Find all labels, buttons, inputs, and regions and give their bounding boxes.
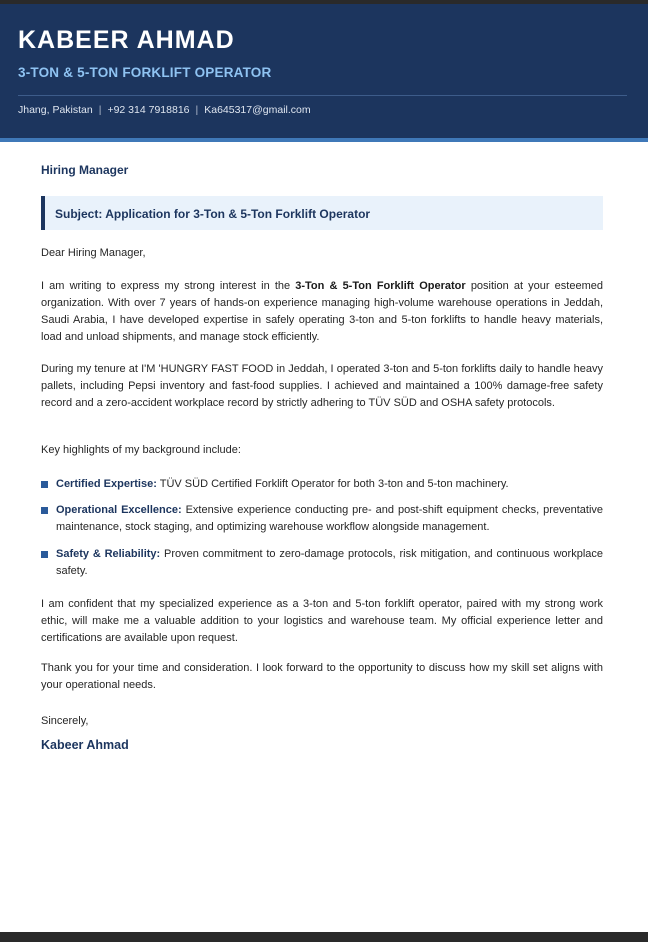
contact-separator: | [195, 104, 199, 116]
highlight-title: Safety & Reliability: [56, 548, 161, 560]
applicant-role: 3-TON & 5-TON FORKLIFT OPERATOR [18, 65, 272, 80]
recipient-line: Hiring Manager [41, 163, 129, 177]
paragraph-closing: Thank you for your time and consideration. I look forward to the opportunity to discuss how my skill set aligns with your operational needs. [41, 662, 603, 691]
paragraph-intro-position: 3-Ton & 5-Ton Forklift Operator [295, 280, 466, 292]
highlight-title: Operational Excellence: [56, 504, 182, 516]
square-bullet-icon [41, 507, 48, 514]
highlight-title: Certified Expertise: [56, 478, 157, 490]
highlight-detail: TÜV SÜD Certified Forklift Operator for both 3-ton and 5-ton machinery. [156, 478, 509, 490]
highlight-text [56, 476, 603, 493]
bottom-dark-strip [0, 932, 648, 942]
highlight-text [56, 546, 603, 580]
signoff: Sincerely, [41, 715, 89, 727]
subject-line: Subject: Application for 3-Ton & 5-Ton Forklift Operator [55, 207, 371, 221]
highlights-intro: Key highlights of my background include: [41, 444, 241, 456]
square-bullet-icon [41, 481, 48, 488]
highlight-text [56, 502, 603, 536]
contact-email: Ka645317@gmail.com [204, 104, 311, 116]
paragraph-intro-end: position at your esteemed organization. With over 7 years of hands-on experience managing high-volume warehouse operations in Jeddah, Saudi Arabia, I have developed expertise in safely operating 3-ton and 5-ton forklifts to handle heavy materials, load and unload shipments, and manage stock efficiently. [41, 280, 603, 343]
cover-letter-page [0, 4, 648, 932]
paragraph-intro-start: I am writing to express my strong interest in the [41, 280, 296, 292]
paragraph-experience: During my tenure at I'M 'HUNGRY FAST FOOD in Jeddah, I operated 3-ton and 5-ton forklifts daily to handle heavy pallets, including Pepsi inventory and fast-food supplies. I achieved and maintained a 100% damage-free safety record and a zero-accident workplace record by strictly adhering to TÜV SÜD and OSHA safety protocols. [41, 363, 603, 409]
contact-location: Jhang, Pakistan [18, 104, 93, 116]
highlight-detail: Extensive experience conducting pre- and post-shift equipment checks, preventative maintenance, stock staging, and optimizing warehouse workflow alongside management. [56, 504, 604, 533]
contact-phone: +92 314 7918816 [107, 104, 190, 116]
header-accent-bar [0, 138, 648, 142]
square-bullet-icon [41, 551, 48, 558]
highlight-detail: Proven commitment to zero-damage protocols, risk mitigation, and continuous workplace safety. [56, 548, 604, 577]
contact-separator: | [98, 104, 102, 116]
signature-name: Kabeer Ahmad [41, 738, 129, 752]
applicant-name: KABEER AHMAD [18, 26, 235, 54]
contact-line [18, 104, 311, 116]
letter-header [0, 4, 648, 138]
header-divider [18, 95, 627, 96]
salutation: Dear Hiring Manager, [41, 247, 146, 259]
paragraph-confidence: I am confident that my specialized experience as a 3-ton and 5-ton forklift operator, paired with my strong work ethic, will make me a valuable addition to your logistics and warehouse team. My official experience letter and certifications are available upon request. [41, 598, 603, 644]
paragraph-intro [41, 278, 603, 346]
subject-box [41, 196, 603, 230]
